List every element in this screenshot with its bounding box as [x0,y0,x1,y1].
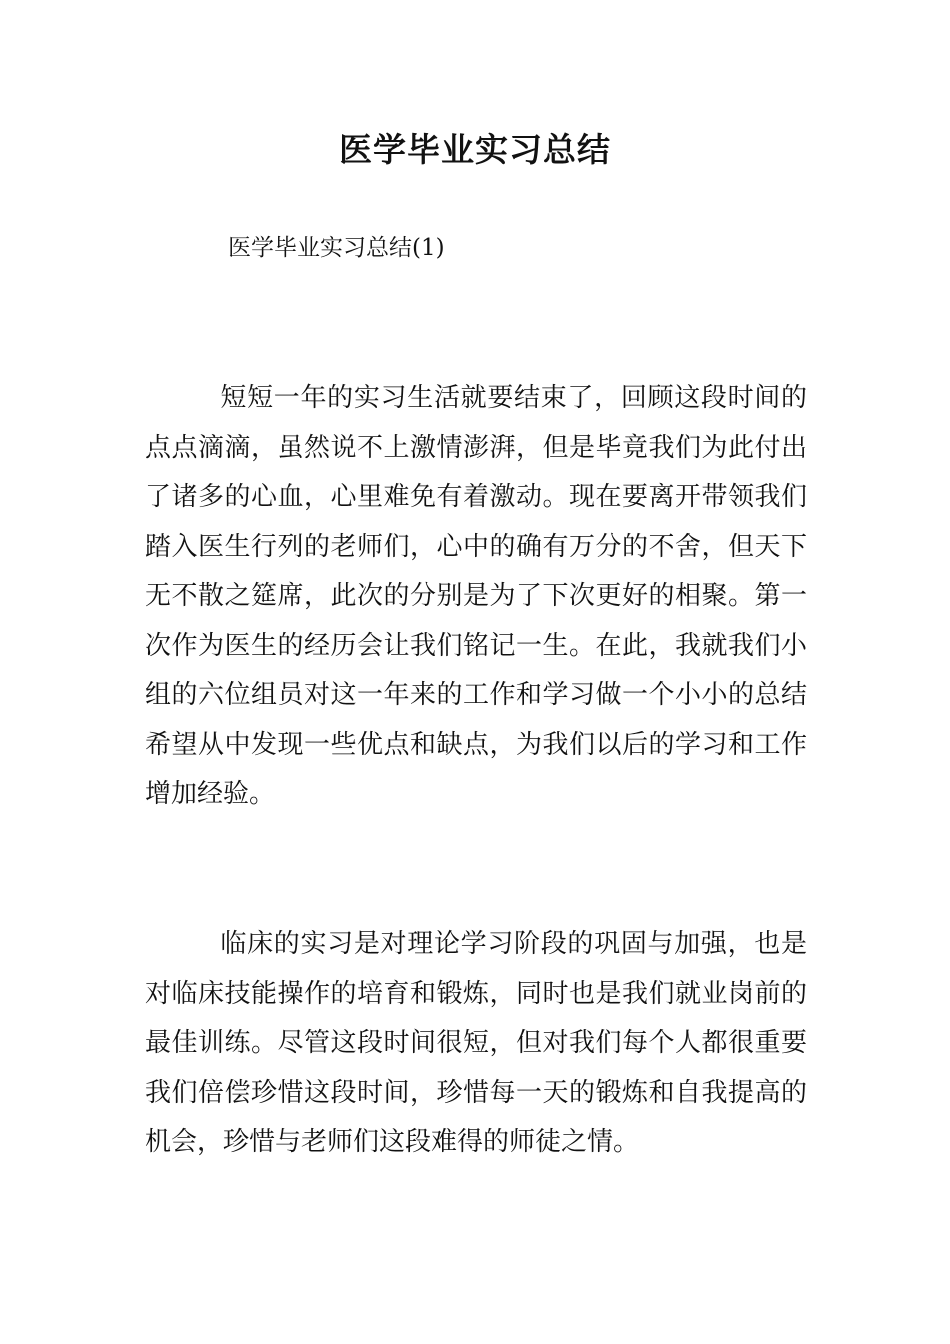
document-title: 医学毕业实习总结 [339,130,611,169]
paragraph-1: 短短一年的实习生活就要结束了，回顾这段时间的点点滴滴，虽然说不上激情澎湃，但是毕竟我们为此付出了诸多的心血，心里难免有着激动。现在要离开带领我们踏入医生行列的老师们，心中的确有万分的不舍，但天下无不散之筵席，此次的分别是为了下次更好的相聚。第一次作为医生的经历会让我们铭记一生。在此，我就我们小组的六位组员对这一年来的工作和学习做一个小小的总结希望从中发现一些优点和缺点，为我们以后的学习和工作增加经验。 [145,383,807,809]
document-subtitle: 医学毕业实习总结(1) [228,235,445,261]
paragraph-2: 临床的实习是对理论学习阶段的巩固与加强，也是对临床技能操作的培育和锻炼，同时也是我们就业岗前的最佳训练。尽管这段时间很短，但对我们每个人都很重要我们倍偿珍惜这段时间，珍惜每一天的锻炼和自我提高的机会，珍惜与老师们这段难得的师徒之情。 [145,929,807,1157]
